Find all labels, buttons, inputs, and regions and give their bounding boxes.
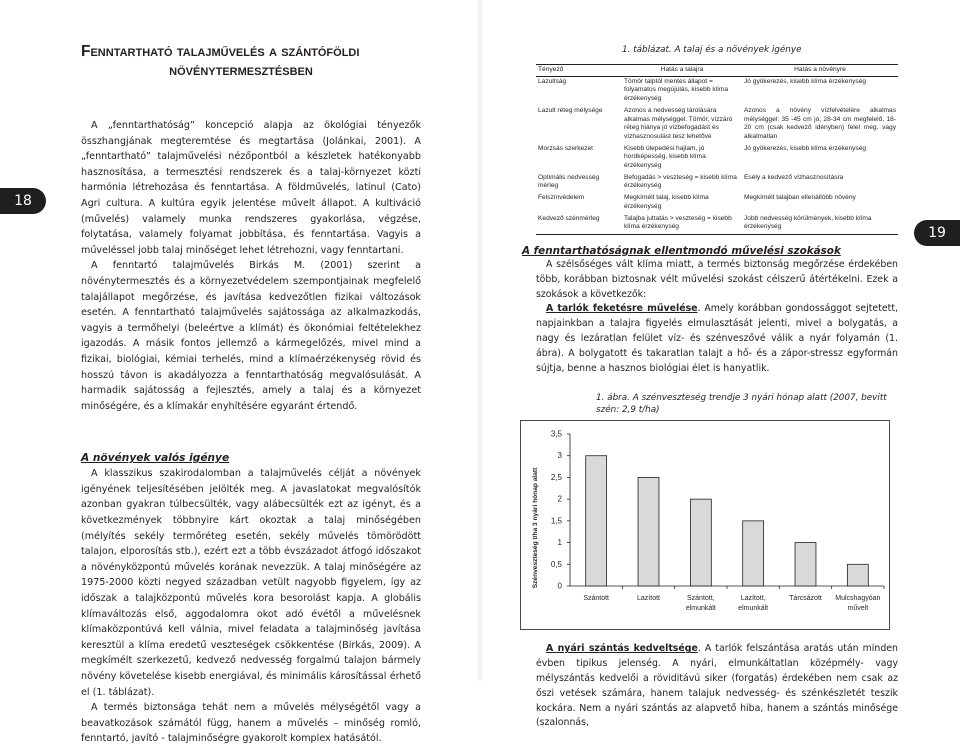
table-cell: Tömör talptól mentes állapot = folyamatos megújulás, kisebb klíma érzékenység: [624, 77, 729, 103]
y-tick-label: 3,5: [550, 429, 562, 439]
section-heading-unsustainable-practices: A fenntarthatóságnak ellentmondó művelési szokások: [522, 244, 841, 257]
table-row: [536, 76, 898, 106]
bar: [743, 521, 764, 586]
page-number-left: 18: [0, 188, 46, 214]
table-row: [536, 193, 898, 213]
table-cell: Kisebb ülepedési hajlam, jó hordképesség, kisebb klíma érzékenység: [624, 144, 706, 170]
table-row: [536, 106, 898, 144]
table-cell: Optimális nedvesség mérleg: [538, 173, 600, 190]
left-paragraph-1: A „fenntarthatóság” koncepció alapja az ökológiai tényezők összhangjának megteremtése és megtartása (Jolánkai, 2001). A „fenntartható” talajművelési nézőpontból a készletek hatékonyabb hasznosítása, a termesztési rendszerek és a talaj-környezet közti harmónia létrehozása és fenntartása. A földművelés, latinul (Cato) Agri cultura. A kultúra egyik jelentése művelt állapot. A kultiváció (művelés) valamely munka rendszeres gyakorlása, végzése, folytatása, valamely folyamat jobbítása, és fenntartása. Vagyis a műveléssel jobb talaj minőséget lehet létrehozni, vagy fenntartani.: [81, 120, 421, 256]
article-title: [81, 42, 421, 80]
table-header-row: [536, 65, 898, 77]
x-category-label: Tárcsázott: [789, 595, 822, 603]
x-category-label: elmunkált: [738, 605, 769, 613]
x-category-label: Szántott: [583, 595, 610, 603]
table-cell: Felszínvédelem: [538, 194, 585, 202]
table-header-factor: Tényező: [536, 65, 622, 77]
carbon-loss-chart: [520, 420, 890, 630]
table-cell: Lazultság: [538, 77, 567, 85]
bar: [847, 565, 868, 587]
table-cell: Kedvező szénmérleg: [536, 214, 622, 235]
table-cell: Jobb nedvesség körülmények, kisebb klíma érzékenység: [742, 214, 898, 235]
right-content: [522, 44, 898, 731]
article-title-line1: Fenntartható talajművelés a szántóföldi: [81, 43, 360, 60]
y-tick-label: 0: [557, 581, 562, 591]
section-heading-plant-needs: A növények valós igénye: [81, 452, 230, 465]
right-paragraph-3: [536, 642, 898, 731]
table-cell: Azonos a növény vízfelvételére alkalmas mélységgel: 35 -45 cm jó, 28-34 cm megfelelő, 18-20 cm (csak kedvező idényben) felel meg, vagy alkalmatlan: [744, 106, 896, 140]
right-paragraph-2-text: . Amely korábban gondossággot sejtetett, napjainkban a talajra figyelés elmulasztását jelenti, mivel a bolygatás, a nagy és lezáratlan felület víz- és szénveszővé válik a nyár folyamán (1. ábra). A bolygatott és takaratlan talajt a hő- és a zápor-stressz egyformán sújtja, benne a hasznos biológiai élet is hanyatlik.: [536, 303, 898, 374]
carbon-loss-chart-svg: [520, 420, 890, 630]
right-paragraph-2-lead: A tarlók feketésre művelése: [546, 303, 698, 315]
x-category-label: Mulcshagyóan: [835, 595, 881, 603]
x-category-label: Lazított: [637, 595, 660, 603]
y-tick-label: 0,5: [550, 560, 562, 570]
bar: [638, 478, 659, 587]
right-paragraph-1: A szélsőséges vált klíma miatt, a termés biztonság megőrzése érdekében több, korábban biztosnak vélt művelési szokást célszerű átértékelni. Ezek a szokások a következők:: [536, 258, 898, 300]
table-cell: Jó gyökerezés, kisebb klíma érzékenység: [744, 77, 867, 85]
table-row: [536, 144, 898, 173]
x-category-label: Lazított,: [740, 595, 766, 603]
right-paragraph-3-lead: A nyári szántás kedveltsége: [546, 643, 698, 655]
table-cell: Esély a kedvező vízhasznosításra: [744, 173, 844, 181]
y-tick-label: 2,5: [550, 473, 562, 483]
y-tick-label: 1,5: [550, 516, 562, 526]
y-tick-label: 3: [557, 451, 562, 461]
right-page: [480, 0, 960, 729]
x-category-label: elmunkált: [685, 605, 716, 613]
y-tick-label: 2: [557, 494, 562, 504]
bar: [795, 543, 816, 586]
table-cell: Megkímélt talaj, kisebb klíma érzékenység: [624, 194, 709, 210]
left-content: [81, 42, 421, 747]
bar: [690, 499, 711, 586]
page-number-right: 19: [914, 220, 960, 246]
right-paragraph-3-text: . A tarlók felszántása aratás után minden évben tipikus jelenség. A nyári, elmunkáltatlan középmély- vagy mélyszántás kedvelői a röviditávú siker (forgatás) érdekében nem csak az őszi vetések számára, hanem talajuk nedvesség- és szénkészletét teszik kockára. Nem a nyári szántás az alapvető hiba, hanem a szántás minősége (szalonnás,: [536, 643, 898, 729]
bar: [586, 456, 607, 586]
table-cell: Talajba juttatás > veszteség = kisebb klíma érzékenység: [622, 214, 742, 235]
article-title-line2: növénytermesztésben: [169, 62, 313, 79]
x-category-label: művelt: [847, 605, 869, 613]
table-cell: Befogadás > veszteség = kisebb klíma érzékenység: [624, 173, 737, 190]
x-category-label: Szántott,: [687, 595, 715, 603]
table-row: [536, 214, 898, 235]
y-axis-label: Szénveszteség t/ha 3 nyári hónap alatt: [532, 468, 539, 589]
table-header-soil-effect: Hatás a talajra: [622, 65, 742, 77]
y-tick-label: 1: [557, 538, 562, 548]
table-cell: Azonos a nedvesség tárolására alkalmas mélységgel. Tömör, vízzáró réteg hiánya jó vízbefogadást és vízhasznosulást tesz lehetővé: [624, 106, 733, 140]
table-caption: 1. táblázat. A talaj és a növények igénye: [622, 45, 802, 55]
table-cell: Megkímélt talajban ellenállóbb növény: [744, 194, 856, 202]
table-cell: Morzsás szerkezet: [538, 144, 593, 152]
left-page: [0, 0, 480, 745]
soil-plant-table: [536, 64, 898, 235]
right-paragraph-2: [536, 302, 898, 376]
left-paragraph-3: A klasszikus szakirodalomban a talajművelés célját a növények igényének teljesítésében jelölték meg. A javaslatokat megvalósítók azonban gyakran túlbecsülték, vagy alábecsülték ezt az igényt, és a következmények többnyire kárt okoztak a talaj minőségében (mélyítés sekély termőréteg esetén, sekély művelés tömörödött talajon, elporosítás stb.), ezért ezt a több évszázadot átfogó időszakot a növényközpontú művelés korának nevezzük. A talaj minőségére az 1975-2000 közti negyed században vetült nagyobb figyelem, így az időszak a talajközpontú művelés kora besorolást kapja. A globális klímaváltozás első, aggodalomra okot adó évétől a művelésnek klímaközpontúvá kell válnia, mivel feladata a talajminőség javítása keresztül a klíma eredetű veszteségek csökkentése (Birkás, 2009). A megkímélt szerkezetű, kedvező nedvesség forgalmú talajon bármely növény követelése kisebb energiával, és minimális károsítással érhető el (1. táblázat).: [81, 468, 421, 698]
left-paragraph-2: A fenntartó talajművelés Birkás M. (2001) szerint a növénytermesztés és a környezetvédelem szempontjainak megfelelő talajállapot megőrzése, és javítása kedvezőtlen fizikai változások esetén. A fenntartható talajművelés sajátossága az alkalmazkodás, vagyis a termőhelyi (beleértve a klímát) és ökonómiai feltételekhez igazodás. A másik fontos jellemző a kármegelőzés, mivel mind a fizikai, biológiai, kémiai terhelés, mind a klímaérzékenység rövid és hosszú távon is akadályozza a fenntarthatóság megvalósulását. A harmadik sajátosság a fejlesztés, amely a talaj és a környezet minőségére, és a klímakár enyhítésére egyaránt értendő.: [81, 260, 421, 412]
table-cell: Jó gyökerezés, kisebb klíma érzékenység: [744, 144, 867, 152]
table-cell: Lazult réteg mélysége: [538, 106, 603, 114]
table-row: [536, 173, 898, 193]
figure-caption: 1. ábra. A szénveszteség trendje 3 nyári hónap alatt (2007, bevitt szén: 2,9 t/ha): [596, 393, 887, 416]
left-paragraph-4: A termés biztonsága tehát nem a művelés mélységétől vagy a beavatkozások számától függ, hanem a művelés – minőség romló, fenntartó, javító - talajminőségre gyakorolt komplex hatásától.: [81, 702, 421, 745]
table-header-plant-effect: Hatás a növényre: [742, 65, 898, 77]
